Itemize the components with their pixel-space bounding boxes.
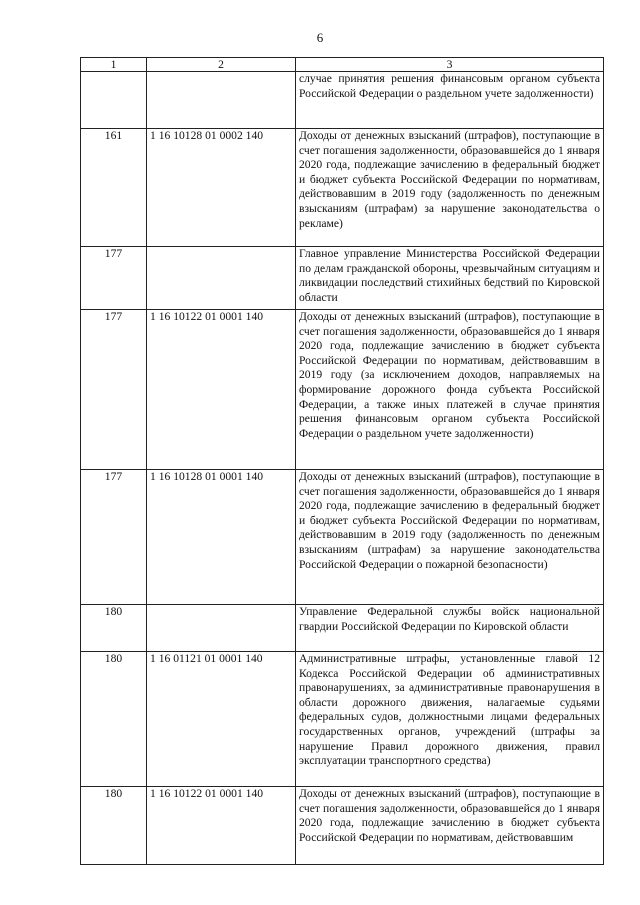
agency-code-cell: 177 xyxy=(81,470,147,605)
income-name-cell: Доходы от денежных взысканий (штрафов), поступающие в счет погашения задолженности, образовавшейся до 1 января 2020 года, подлежащие зачислению в бюджет субъекта Российской Федерации по нормативам, действовавшим xyxy=(296,787,604,865)
column-header-1: 1 xyxy=(81,58,147,72)
table-row xyxy=(81,787,604,865)
kbk-code-cell: 1 16 10128 01 0001 140 xyxy=(147,470,296,605)
kbk-code-cell: 1 16 10122 01 0001 140 xyxy=(147,310,296,470)
kbk-code-cell: 1 16 10122 01 0001 140 xyxy=(147,787,296,865)
page-number: 6 xyxy=(316,30,324,45)
income-name-cell: Доходы от денежных взысканий (штрафов), поступающие в счет погашения задолженности, образовавшейся до 1 января 2020 года, подлежащие зачислению в федеральный бюджет и бюджет субъекта Российской Федерации по нормативам, действовавшим в 2019 году (задолженность по денежным взысканиям (штрафам) за нарушение законодательства о рекламе) xyxy=(296,129,604,247)
agency-name-cell: Главное управление Министерства Российской Федерации по делам гражданской обороны, чрезвычайным ситуациям и ликвидации последствий стихийных бедствий по Кировской области xyxy=(296,247,604,310)
column-header-2: 2 xyxy=(147,58,296,72)
agency-code-cell: 161 xyxy=(81,129,147,247)
income-name-cell: Доходы от денежных взысканий (штрафов), поступающие в счет погашения задолженности, образовавшейся до 1 января 2020 года, подлежащие зачислению в федеральный бюджет и бюджет субъекта Российской Федерации по нормативам, действовавшим в 2019 году (задолженность по денежным взысканиям (штрафам) за нарушение законодательства Российской Федерации о пожарной безопасности) xyxy=(296,470,604,605)
table-row xyxy=(81,72,604,129)
column-header-3: 3 xyxy=(296,58,604,72)
agency-code-cell: 180 xyxy=(81,787,147,865)
table-row xyxy=(81,247,604,310)
income-name-cell: Доходы от денежных взысканий (штрафов), поступающие в счет погашения задолженности, образовавшейся до 1 января 2020 года, подлежащие зачислению в бюджет субъекта Российской Федерации по нормативам, действовавшим в 2019 году (за исключением доходов, направляемых на формирование дорожного фонда субъекта Российской Федерации, а также иных платежей в случае принятия решения финансовым органом субъекта Российской Федерации о раздельном учете задолженности) xyxy=(296,310,604,470)
table-row xyxy=(81,652,604,787)
agency-name-cell: Управление Федеральной службы войск национальной гвардии Российской Федерации по Кировской области xyxy=(296,605,604,652)
budget-classification-table xyxy=(80,57,604,865)
income-name-cell: случае принятия решения финансовым органом субъекта Российской Федерации о раздельном учете задолженности) xyxy=(296,72,604,129)
income-name-cell: Административные штрафы, установленные главой 12 Кодекса Российской Федерации об административных правонарушениях, за административные правонарушения в области дорожного движения, налагаемые судьями федеральных судов, должностными лицами федеральных государственных органов, учреждений (штрафы за нарушение Правил дорожного движения, правил эксплуатации транспортного средства) xyxy=(296,652,604,787)
agency-code-cell: 180 xyxy=(81,605,147,652)
kbk-code-cell: 1 16 10128 01 0002 140 xyxy=(147,129,296,247)
table-header-row xyxy=(81,58,604,72)
table-row xyxy=(81,310,604,470)
agency-code-cell: 177 xyxy=(81,310,147,470)
agency-code-cell xyxy=(81,72,147,129)
kbk-code-cell xyxy=(147,72,296,129)
table-row xyxy=(81,605,604,652)
table-row xyxy=(81,470,604,605)
kbk-code-cell xyxy=(147,247,296,310)
kbk-code-cell: 1 16 01121 01 0001 140 xyxy=(147,652,296,787)
agency-code-cell: 180 xyxy=(81,652,147,787)
table-row xyxy=(81,129,604,247)
kbk-code-cell xyxy=(147,605,296,652)
agency-code-cell: 177 xyxy=(81,247,147,310)
